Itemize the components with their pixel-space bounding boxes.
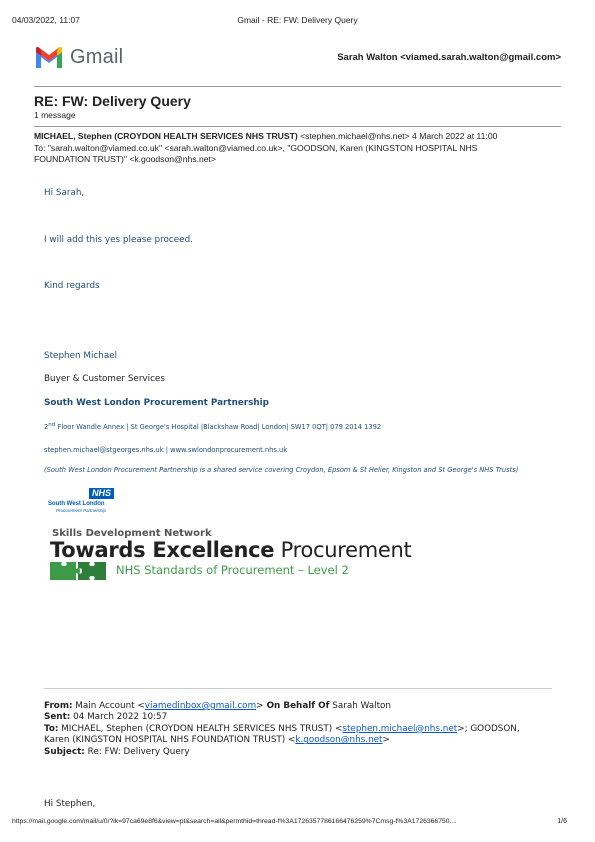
nhs-swl-logo [48, 488, 118, 516]
from-email-link[interactable]: viamedinbox@gmail.com [144, 701, 257, 711]
forwarded-to-line-2 [44, 735, 564, 746]
forwarded-to [44, 724, 564, 735]
sender-name: MICHAEL, Stephen (CROYDON HEALTH SERVICES NHS TRUST) [34, 131, 298, 141]
to-mid: >; GOODSON, [457, 723, 520, 734]
behalf-name: Sarah Walton [329, 701, 391, 711]
thread-subject: RE: FW: Delivery Query [34, 93, 191, 109]
behalf-label: On Behalf Of [263, 701, 330, 711]
from-label: From: [44, 701, 73, 711]
print-page-number: 1/6 [557, 818, 567, 825]
signature-note: (South West London Procurement Partnership is a shared service covering Croydon, Epsom & St Helier, Kingston and St George's NHS Trusts) [44, 466, 519, 474]
closing: Kind regards [44, 281, 100, 291]
print-datetime: 04/03/2022, 11:07 [12, 15, 80, 25]
message-date: 4 March 2022 at 11:00 [409, 131, 498, 141]
signature-website-link[interactable]: www.swlondonprocurement.nhs.uk [170, 446, 288, 454]
forwarded-from [44, 701, 564, 712]
nhs-partnership-name: Procurement Partnership [56, 508, 107, 513]
to-label: To: [44, 723, 59, 734]
sdn-main-title [50, 538, 411, 562]
forward-divider [44, 688, 552, 689]
signature-org: South West London Procurement Partnership [44, 398, 269, 408]
to-email-link-1[interactable]: stephen.michael@nhs.net [342, 723, 458, 734]
account-identity: Sarah Walton <viamed.sarah.walton@gmail.com> [337, 52, 561, 63]
recipients-line-2: FOUNDATION TRUST)" <k.goodson@nhs.net> [34, 154, 216, 164]
nhs-region-name: South West London [48, 501, 105, 507]
subject-label: Subject: [44, 746, 85, 757]
gmail-logo[interactable] [34, 44, 123, 70]
to-post: > [382, 735, 390, 746]
from-pre: Main Account < [72, 701, 145, 711]
forwarded-subject [44, 747, 564, 758]
signature-email-link[interactable]: stephen.michael@stgeorges.nhs.uk [44, 446, 164, 454]
signature-address [44, 422, 381, 431]
message-body: I will add this yes please proceed. [44, 235, 193, 245]
gmail-m-icon [34, 46, 64, 69]
to-line2-pre: Karen (KINGSTON HOSPITAL NHS FOUNDATION TRUST) < [44, 735, 296, 746]
message-header [34, 131, 564, 166]
nhs-badge: NHS [89, 488, 114, 499]
sender-email: <stephen.michael@nhs.net> [297, 131, 410, 141]
contacts-separator: | [163, 446, 171, 454]
forwarded-greeting: Hi Stephen, [44, 799, 96, 809]
sent-label: Sent: [44, 712, 71, 723]
subject-value: Re: FW: Delivery Query [84, 746, 190, 757]
sdn-main-rest: Procurement [274, 538, 412, 562]
to-pre: MICHAEL, Stephen (CROYDON HEALTH SERVICES NHS TRUST) < [58, 723, 343, 734]
to-email-link-2[interactable]: k.goodson@nhs.net [295, 735, 383, 746]
signature-name: Stephen Michael [44, 351, 118, 361]
signature-role: Buyer & Customer Services [44, 374, 165, 384]
forwarded-sent [44, 712, 564, 723]
message-divider [34, 126, 561, 127]
sdn-network-title: Skills Development Network [52, 528, 212, 539]
header-divider [34, 86, 561, 87]
forwarded-header [44, 701, 564, 758]
puzzle-icon [50, 562, 106, 580]
from-post: > [256, 701, 264, 711]
recipients-line-1: To: "sarah.walton@viamed.co.uk" <sarah.walton@viamed.co.uk>, "GOODSON, Karen (KINGSTON HOSPITAL NHS [34, 142, 478, 153]
greeting: Hi Sarah, [44, 188, 85, 198]
message-count: 1 message [34, 110, 76, 120]
gmail-wordmark: Gmail [70, 45, 124, 68]
print-title: Gmail - RE: FW: Delivery Query [237, 15, 358, 25]
sdn-subtitle: NHS Standards of Procurement – Level 2 [116, 563, 349, 577]
sdn-main-bold: Towards Excellence [50, 538, 275, 562]
address-floor-suffix: nd [48, 422, 56, 428]
address-floor: 2 [44, 423, 49, 432]
sent-value: 04 March 2022 10:57 [70, 712, 168, 723]
print-url: https://mail.google.com/mail/u/0/?ik=97ca69e8f6&view=pt&search=all&permthid=thread-f%3A1726357786166476259%7Cmsg-f%3A1726366750… [12, 818, 457, 825]
signature-contacts [44, 446, 287, 454]
address-text: Floor Wandle Annex | St George's Hospital |Blackshaw Road| London| SW17 0QT| 079 2014 1392 [55, 423, 382, 432]
